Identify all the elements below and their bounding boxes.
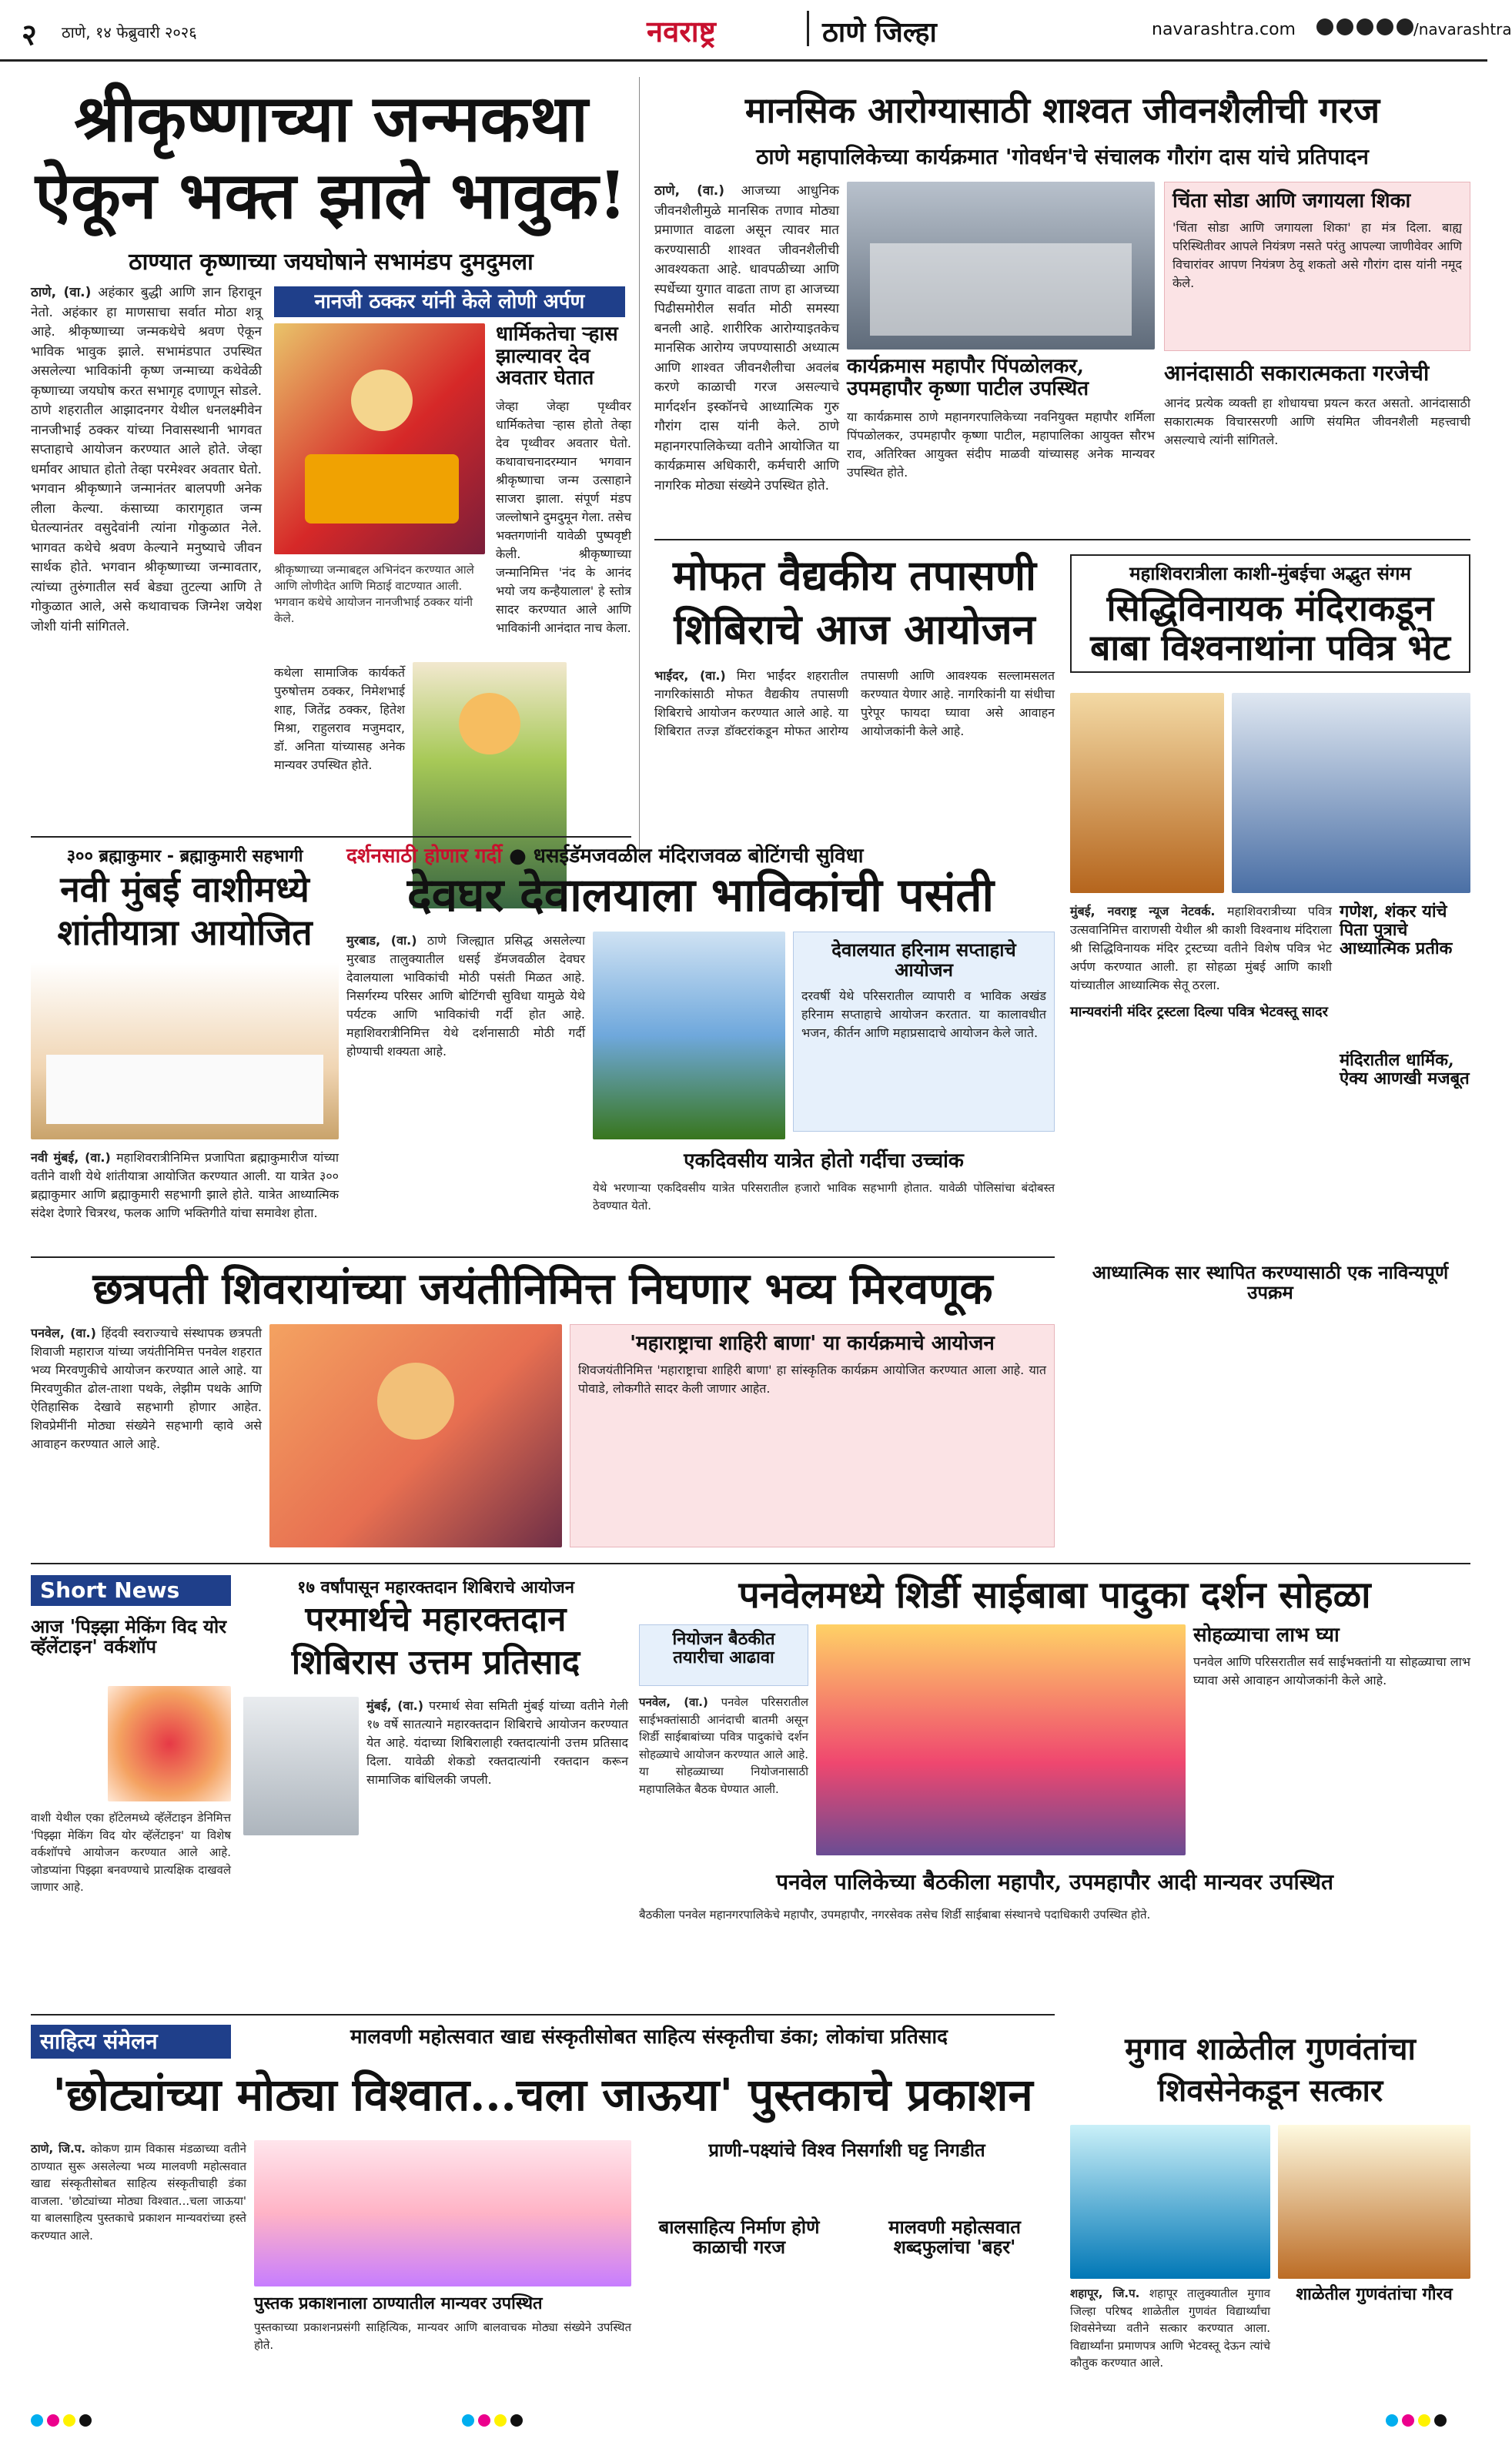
- social-handle: /navarashtra: [1413, 20, 1512, 38]
- print-marks-left: [31, 2414, 95, 2430]
- lifestyle-box2-head: आनंदासाठी सकारात्मकता गरजेची: [1164, 360, 1430, 386]
- lifestyle-body-text: आजच्या आधुनिक जीवनशैलीमुळे मानसिक तणाव मोठ्या प्रमाणात वाढला असून त्यावर मात करण्यासाठी शाश्वत जीवनशैलीची आवश्यकता आहे. धावपळीच्या आणि स्पर्धेच्या युगात वाढता ताण हा आजच्या पिढीसमोरील सर्वात मोठी समस्या बनली आहे. शारीरिक आरोग्याइतकेच मानसिक आरोग्य जपण्यासाठी अध्यात्म आणि शाश्वत जीवनशैलीचा अवलंब करणे काळाची गरज असल्याचे मार्गदर्शन इस्कॉनचे आध्यात्मिक गुरु गौरांग दास यांनी केले. ठाणे महानगरपालिकेच्या वतीने आयोजित या कार्यक्रमास अधिकारी, कर्मचारी आणि नागरिक मोठ्या संख्येने उपस्थित होते.: [654, 183, 839, 493]
- saibaba-side-body: पनवेल आणि परिसरातील सर्व साईभक्तांनी या सोहळ्याचा लाभ घ्यावा असे आवाहन आयोजकांनी केले आहे.: [1193, 1654, 1470, 1688]
- blood-dateline: मुंबई, (वा.): [366, 1698, 424, 1713]
- brahmakumari-headline-2: शांतीयात्रा आयोजित: [57, 912, 313, 953]
- sahitya-body: [31, 2140, 246, 2387]
- krishna-subhead: ठाण्यात कृष्णाच्या जयघोषाने सभामंडप दुमदुमला: [129, 249, 534, 276]
- brahmakumari-dateline: नवी मुंबई, (वा.): [31, 1150, 111, 1165]
- school-caption: शाळेतील गुणवंतांचा गौरव: [1296, 2284, 1453, 2304]
- shivjayanti-body-text: हिंदवी स्वराज्याचे संस्थापक छत्रपती शिवाजी महाराज यांच्या जयंतीनिमित्त पनवेल शहरात भव्य मिरवणुकीचे आयोजन करण्यात आले आहे. या मिरवणुकीत ढोल-ताशा पथके, लेझीम पथके आणि ऐतिहासिक देखावे सहभागी होणार आहेत. शिवप्रेमींनी मोठ्या संख्येने सहभागी व्हावे असे आवाहन करण्यात आले आहे.: [31, 1326, 263, 1451]
- short-news-title: Short News: [31, 1575, 231, 1606]
- sahitya-headline: 'छोट्यांच्या मोठ्या विश्वात...चला जाऊया' पुस्तकाचे प्रकाशन: [52, 2069, 1033, 2121]
- social-icons: [1316, 18, 1413, 35]
- krishna-side: [496, 323, 631, 635]
- sahitya-sub1: प्राणी-पक्ष्यांचे विश्व निसर्गाशी घट्ट निगडीत: [708, 2139, 985, 2161]
- siddhivinayak-side: [1340, 902, 1470, 1088]
- medical-body: [654, 667, 1055, 805]
- school-body: [1070, 2285, 1270, 2385]
- devghar-bottom-body: येथे भरणाऱ्या एकदिवसीय यात्रेत परिसरातील हजारो भाविक सहभागी होतात. यावेळी पोलिसांचा बंदोबस्त ठेवण्यात येतो.: [593, 1181, 1055, 1213]
- brahmakumari-headline-1: नवी मुंबई वाशीमध्ये: [60, 868, 309, 910]
- medical-headline-2: शिबिराचे आज आयोजन: [674, 604, 1035, 654]
- sahitya-sub2: बालसाहित्य निर्माण होणे काळाची गरज: [658, 2216, 820, 2259]
- saibaba-side-head: सोहळ्याचा लाभ घ्या: [1193, 1624, 1340, 1647]
- dignitaries-row: [870, 243, 1132, 336]
- halo-shape: [459, 693, 520, 754]
- saibaba-caption-head: पनवेल पालिकेच्या बैठकीला महापौर, उपमहापौर आदी मान्यवर उपस्थित: [776, 1869, 1333, 1895]
- column-rule: [639, 77, 640, 855]
- section-rule: [31, 1563, 1470, 1564]
- krishna-body-text: अहंकार बुद्धी आणि ज्ञान हिरावून नेतो. अहंकार हा माणसाचा सर्वात मोठा शत्रू आहे. श्रीकृष्णाच्या जन्मकथेचे श्रवण ऐकून भाविक भावुक झाले. सभामंडपात उपस्थित असलेल्या भाविकांनी कृष्ण जन्माच्या कथेवेळी कृष्णाच्या जयघोष करत सभागृह दणाणून सोडले. ठाणे शहरातील आझादनगर येथील धनलक्ष्मीवेन नानजीभाई ठक्कर यांच्या निवासस्थानी भागवत सप्ताहाचे आयोजन करण्यात आले होते. जेव्हा धर्मावर आघात होतो तेव्हा परमेश्वर अवतार घेतो. भगवान श्रीकृष्णाने जन्मानंतर बालपणी अनेक लीला केल्या. कंसाच्या कारागृहात जन्म घेतल्यानंतर वसुदेवांनी त्यांना गोकुळात नेले. भागवत कथेचे श्रवण केल्याने मनुष्याचे जीवन सार्थक होते. भगवान श्रीकृष्णाच्या जन्मावतार, त्यांच्या तुरुंगातील सर्व बेड्या तुटल्या आणि ते गोकुळात आले, असे कथावाचक जिग्नेश जयेश जोशी यांनी सांगितले.: [31, 285, 262, 634]
- sahitya-body-text: कोकण ग्राम विकास मंडळाच्या वतीने ठाण्यात सुरू असलेल्या भव्य मालवणी महोत्सवात खाद्य संस्कृतीसोबत साहित्य संस्कृतीचाही डंका वाजला. 'छोट्यांच्या मोठ्या विश्वात...चला जाऊया' या बालसाहित्य पुस्तकाचे प्रकाशन मान्यवरांच्या हस्ते करण्यात आले.: [31, 2142, 246, 2243]
- school-photo-1: [1070, 2125, 1270, 2279]
- shivjayanti-dateline: पनवेल, (वा.): [31, 1326, 96, 1340]
- medical-headline-1: मोफत वैद्यकीय तपासणी: [672, 550, 1037, 600]
- blood-photo: [243, 1697, 359, 1835]
- pizza-image: [108, 1686, 231, 1801]
- short-news-head: आज 'पिझ्झा मेकिंग विद योर व्हॅलेंटाइन' वर्कशॉप: [31, 1615, 227, 1658]
- krishna-headline-1: श्रीकृष्णाच्या जन्मकथा: [74, 80, 588, 156]
- saibaba-dateline: पनवेल, (वा.): [639, 1695, 708, 1709]
- stage-decor: [305, 454, 459, 524]
- shivaji-portrait: [269, 1324, 562, 1547]
- krishna-photo: [274, 323, 485, 554]
- facebook-icon[interactable]: [1316, 18, 1333, 35]
- school-photo-2: [1278, 2125, 1470, 2279]
- sahitya-photo: [254, 2140, 631, 2286]
- shivjayanti-box-body: शिवजयंतीनिमित्त 'महाराष्ट्राचा शाहिरी बाणा' हा सांस्कृतिक कार्यक्रम आयोजित करण्यात आला आहे. यात पोवाडे, लोकगीते सादर केली जाणार आहेत.: [578, 1362, 1046, 1396]
- shivjayanti-headline: छत्रपती शिवरायांच्या जयंतीनिमित्त निघणार भव्य मिरवणूक: [92, 1263, 993, 1314]
- school-headline-1: मुगाव शाळेतील गुणवंतांचा: [1125, 2031, 1416, 2067]
- devghar-kicker: धसईडॅमजवळील मंदिराजवळ बोटिंगची सुविधा: [533, 845, 864, 868]
- school-body-text: शहापूर तालुक्यातील मुगाव जिल्हा परिषद शाळेतील गुणवंत विद्यार्थ्यांचा शिवसेनेच्या वतीने सत्कार करण्यात आला. विद्यार्थ्यांना प्रमाणपत्र आणि भेटवस्तू देऊन त्यांचे कौतुक करण्यात आले.: [1070, 2286, 1270, 2370]
- krishna-banner: नानजी ठक्कर यांनी केले लोणी अर्पण: [274, 286, 625, 317]
- section-rule: [31, 2014, 1055, 2015]
- shivjayanti-body: [31, 1324, 262, 1555]
- devghar-dateline: मुरबाड, (वा.): [346, 933, 417, 948]
- section-rule: [31, 1256, 1055, 1258]
- blood-body-text: परमार्थ सेवा समिती मुंबई यांच्या वतीने गेली १७ वर्षे सातत्याने महारक्तदान शिबिराचे आयोजन करण्यात येत आहे. यंदाच्या शिबिरालाही रक्तदात्यांनी उत्तम प्रतिसाद दिला. यावेळी शेकडो रक्तदात्यांनी रक्तदान करून सामाजिक बांधिलकी जपली.: [366, 1698, 628, 1787]
- section-rule: [654, 539, 1470, 540]
- print-marks-center: [462, 2414, 527, 2430]
- siddhivinayak-side-head-2: मंदिरातील धार्मिक, ऐक्य आणखी मजबूत: [1340, 1049, 1470, 1089]
- saibaba-box-text: नियोजन बैठकीत तयारीचा आढावा: [672, 1629, 775, 1668]
- devghar-body-text: ठाणे जिल्ह्यात प्रसिद्ध असलेल्या मुरबाड तालुक्यातील धसई डॅमजवळील देवघर देवालयाला भाविकांची मोठी पसंती मिळत आहे. निसर्गरम्य परिसर आणि बोटिंगची सुविधा यामुळे येथे पर्यटक आणि भाविकांची गर्दी होत आहे. महाशिवरात्रीनिमित्त येथे दर्शनासाठी मोठी गर्दी होण्याची शक्यता आहे.: [346, 933, 585, 1059]
- krishna-side-head: धार्मिकतेचा ऱ्हास झाल्यावर देव अवतार घेतात: [496, 323, 618, 390]
- sahitya-dateline: ठाणे, जि.प.: [31, 2142, 85, 2156]
- devghar-photo: [593, 932, 785, 1139]
- school-headline-2: शिवसेनेकडून सत्कार: [1157, 2072, 1383, 2109]
- sahitya-sub3: मालवणी महोत्सवात शब्दफुलांचा 'बहर': [888, 2216, 1021, 2259]
- siddhivinayak-photo-2: [1232, 693, 1470, 893]
- brahmakumari-kicker: ३०० ब्रह्माकुमार - ब्रह्माकुमारी सहभागी: [66, 847, 303, 866]
- lifestyle-caption: या कार्यक्रमास ठाणे महानगरपालिकेच्या नवनियुक्त महापौर शर्मिला पिंपळोलकर, उपमहापौर कृष्णा पाटील, महापालिका आयुक्त सौरभ राव, अतिरिक्त आयुक्त संदीप माळवी यांच्यासह अनेक मान्यवर उपस्थित होते.: [847, 410, 1155, 480]
- x-icon[interactable]: [1336, 18, 1353, 35]
- blood-headline-1: परमार्थचे महारक्तदान: [305, 1600, 567, 1639]
- krishna-attendees: कथेला सामाजिक कार्यकर्ते पुरुषोत्तम ठक्कर, निमेशभाई शाह, जितेंद्र ठक्कर, हितेश मिश्रा, राहुलराव मजुमदार, डॉ. अनिता यांच्यासह अनेक मान्यवर उपस्थित होते.: [274, 665, 405, 772]
- short-news-body: वाशी येथील एका हॉटेलमध्ये व्हॅलेंटाइन डेनिमित्त 'पिझ्झा मेकिंग विद योर व्हॅलेंटाइन' या विशेष वर्कशॉपचे आयोजन करण्यात आले आहे. जोडप्यांना पिझ्झा बनवण्याचे प्रात्यक्षिक दाखवले जाणार आहे.: [31, 1811, 231, 1894]
- medical-dateline: भाईंदर, (वा.): [654, 668, 726, 683]
- saibaba-caption: बैठकीला पनवेल महानगरपालिकेचे महापौर, उपमहापौर, नगरसेवक तसेच शिर्डी साईबाबा संस्थानचे पदाधिकारी उपस्थित होते.: [639, 1908, 1151, 1922]
- lifestyle-subhead: ठाणे महापालिकेच्या कार्यक्रमात 'गोवर्धन'चे संचालक गौरांग दास यांचे प्रतिपादन: [756, 144, 1369, 169]
- saibaba-headline: पनवेलमध्ये शिर्डी साईबाबा पादुका दर्शन सोहळा: [738, 1574, 1371, 1617]
- lifestyle-box: [1164, 182, 1470, 351]
- devghar-kicker-row: दर्शनसाठी होणार गर्दी ● धसईडॅमजवळील मंदिराजवळ बोटिंगची सुविधा: [346, 845, 864, 868]
- siddhivinayak-headline-1: सिद्धिविनायक मंदिराकडून: [1106, 587, 1434, 629]
- sahitya-kicker: मालवणी महोत्सवात खाद्य संस्कृतीसोबत साहित्य संस्कृतीचा डंका; लोकांचा प्रतिसाद: [350, 2026, 948, 2049]
- saibaba-body: [639, 1694, 808, 1863]
- lifestyle-headline: मानसिक आरोग्यासाठी शाश्वत जीवनशैलीची गरज: [744, 89, 1380, 131]
- devghar-box-head: देवालयात हरिनाम सप्ताहाचे आयोजन: [831, 938, 1016, 982]
- krishna-side-body: जेव्हा जेव्हा पृथ्वीवर धार्मिकतेचा ऱ्हास होतो तेव्हा देव पृथ्वीवर अवतार घेतो. कथावाचनादरम्यान भगवान श्रीकृष्णाचा जन्म उत्साहाने साजरा झाला. संपूर्ण मंडप जल्लोषाने दुमदुमून गेला. तसेच भक्तगणांनी यावेळी पुष्पवृष्टी केली. श्रीकृष्णाच्या जन्मानिमित्त 'नंद के आनंद भयो जय कन्हैयालाल' हे स्तोत्र सादर करण्यात आले आणि भाविकांनी आनंदात नाच केला.: [496, 398, 631, 635]
- youtube-icon[interactable]: [1377, 18, 1393, 35]
- masthead-logo: नवराष्ट्र: [647, 14, 716, 49]
- print-marks-right: [1386, 2414, 1450, 2430]
- devghar-headline: देवघर देवालयाला भाविकांची पसंती: [406, 868, 995, 922]
- brahmakumari-body-text: महाशिवरात्रीनिमित्त प्रजापिता ब्रह्माकुमारीज यांच्या वतीने वाशी येथे शांतीयात्रा आयोजित करण्यात आली. या यात्रेत ३०० ब्रह्माकुमार आणि ब्रह्माकुमारी सहभागी झाले होते. यात्रेत आध्यात्मिक संदेश देणारे चित्ररथ, फलक आणि भक्तिगीते यांचा समावेश होता.: [31, 1150, 339, 1220]
- school-dateline: शहापूर, जि.प.: [1070, 2286, 1140, 2300]
- masthead-bar: [0, 0, 1512, 62]
- saibaba-body-text: पनवेल परिसरातील साईभक्तांसाठी आनंदाची बातमी असून शिर्डी साईबाबांच्या पवित्र पादुकांचे दर्शन सोहळ्याचे आयोजन करण्यात आले आहे. या सोहळ्याच्या नियोजनासाठी महापालिकेत बैठक घेण्यात आली.: [639, 1695, 808, 1796]
- blood-kicker: १७ वर्षांपासून महारक्तदान शिबिराचे आयोजन: [297, 1578, 574, 1597]
- saibaba-side: [1193, 1624, 1470, 1822]
- portrait-figure: [377, 1363, 454, 1440]
- page-number: २: [22, 18, 37, 52]
- lifestyle-caption-head: कार्यक्रमास महापौर पिंपळोलकर, उपमहापौर कृष्णा पाटील उपस्थित: [847, 355, 1089, 400]
- siddhivinayak-body-text: महाशिवरात्रीच्या पवित्र उत्सवानिमित्त वाराणसी येथील श्री काशी विश्वनाथ मंदिराला श्री सिद्धिविनायक मंदिर ट्रस्टच्या वतीने विशेष पवित्र भेट अर्पण करण्यात आली. हा सोहळा मुंबई आणि काशी यांच्यातील आध्यात्मिक सेतू ठरला.: [1070, 904, 1332, 992]
- devghar-box: [793, 932, 1055, 1132]
- sahitya-caption-head: पुस्तक प्रकाशनाला ठाण्यातील मान्यवर उपस्थित: [254, 2293, 543, 2313]
- siddhivinayak-bottom-head: आध्यात्मिक सार स्थापित करण्यासाठी एक नाविन्यपूर्ण उपक्रम: [1092, 1261, 1449, 1304]
- siddhivinayak-side-head-1: गणेश, शंकर यांचे पिता पुत्राचे आध्यात्मिक प्रतीक: [1340, 902, 1453, 959]
- devghar-kicker-red: दर्शनसाठी होणार गर्दी: [346, 845, 503, 868]
- section-rule: [31, 836, 631, 838]
- shivjayanti-box: [570, 1324, 1055, 1547]
- lifestyle-box-body: 'चिंता सोडा आणि जगायला शिका' हा मंत्र दिला. बाह्य परिस्थितीवर आपले नियंत्रण नसते परंतु आपल्या जाणीवेवर आणि विचारांवर आपण नियंत्रण ठेवू शकतो असे गौरांग दास यांनी नमूद केले.: [1172, 219, 1462, 290]
- krishna-dateline: ठाणे, (वा.): [31, 285, 92, 300]
- website-link[interactable]: navarashtra.com: [1152, 20, 1296, 39]
- siddhivinayak-kicker: महाशिवरात्रीला काशी-मुंबईचा अद्भुत संगम: [1129, 563, 1411, 584]
- brahmakumari-photo: [31, 962, 339, 1139]
- krishna-headline-2: ऐकून भक्त झाले भावुक!: [35, 157, 627, 233]
- procession-row: [46, 1055, 323, 1124]
- blood-headline-2: शिबिरास उत्तम प्रतिसाद: [291, 1643, 580, 1682]
- instagram-icon[interactable]: [1356, 18, 1373, 35]
- devghar-body: [346, 932, 585, 1239]
- sahitya-caption: पुस्तकाच्या प्रकाशनप्रसंगी साहित्यिक, मान्यवर आणि बालवाचक मोठ्या संख्येने उपस्थित होते.: [254, 2320, 631, 2352]
- shivjayanti-box-title: 'महाराष्ट्राचा शाहिरी बाणा' या कार्यक्रमाचे आयोजन: [630, 1332, 995, 1355]
- devghar-box-body: दरवर्षी येथे परिसरातील व्यापारी व भाविक अखंड हरिनाम सप्ताहाचे आयोजन करतात. या कालावधीत भजन, कीर्तन आणि महाप्रसादाचे आयोजन केले जाते.: [801, 988, 1046, 1040]
- siddhivinayak-dateline: मुंबई, नवराष्ट्र न्यूज नेटवर्क.: [1070, 904, 1216, 918]
- siddhivinayak-frame: [1070, 554, 1470, 673]
- siddhivinayak-trust-head: मान्यवरांनी मंदिर ट्रस्टला दिल्या पवित्र भेटवस्तू सादर: [1070, 1004, 1328, 1020]
- lifestyle-box-head: चिंता सोडा आणि जगायला शिका: [1172, 189, 1411, 212]
- sahitya-tag: साहित्य संमेलन: [31, 2025, 231, 2059]
- siddhivinayak-body: [1070, 902, 1332, 1249]
- masthead-divider: [807, 11, 809, 46]
- lifestyle-dateline: ठाणे, (वा.): [654, 183, 725, 199]
- saibaba-box: [639, 1624, 808, 1686]
- lifestyle-box2-body: आनंद प्रत्येक व्यक्ती हा शोधायचा प्रयत्न करत असतो. आनंदासाठी सकारात्मक विचारसरणी आणि संयमित जीवनशैली महत्त्वाची असल्याचे त्यांनी सांगितले.: [1164, 396, 1470, 447]
- linkedin-icon[interactable]: [1397, 18, 1413, 35]
- medical-body-text: मिरा भाईंदर शहरातील नागरिकांसाठी मोफत वैद्यकीय तपासणी शिबिराचे आयोजन करण्यात आले आहे. या शिबिरात तज्ज्ञ डॉक्टरांकडून मोफत आरोग्य तपासणी आणि आवश्यक सल्लामसलत करण्यात येणार आहे. नागरिकांनी या संधीचा पुरेपूर फायदा घ्यावा असे आवाहन आयोजकांनी केले आहे.: [654, 668, 1055, 738]
- krishna-caption: श्रीकृष्णाच्या जन्माबद्दल अभिनंदन करण्यात आले आणि लोणीदेत आणि मिठाई वाटण्यात आली. भगवान कथेचे आयोजन नानजीभाई ठक्कर यांनी केले.: [274, 563, 474, 625]
- saibaba-photo: [816, 1624, 1186, 1855]
- blood-body: [366, 1697, 628, 2005]
- lifestyle-photo: [847, 182, 1155, 350]
- siddhivinayak-headline-2: बाबा विश्वनाथांना पवित्र भेट: [1090, 626, 1450, 668]
- dateline: ठाणे, १४ फेब्रुवारी २०२६: [62, 23, 197, 42]
- devghar-bottom-head: एकदिवसीय यात्रेत होतो गर्दीचा उच्चांक: [684, 1149, 964, 1172]
- siddhivinayak-photo-1: [1070, 693, 1224, 893]
- section-title: ठाणे जिल्हा: [822, 17, 937, 49]
- speaker-figure: [351, 370, 413, 431]
- lifestyle-body: [654, 182, 839, 567]
